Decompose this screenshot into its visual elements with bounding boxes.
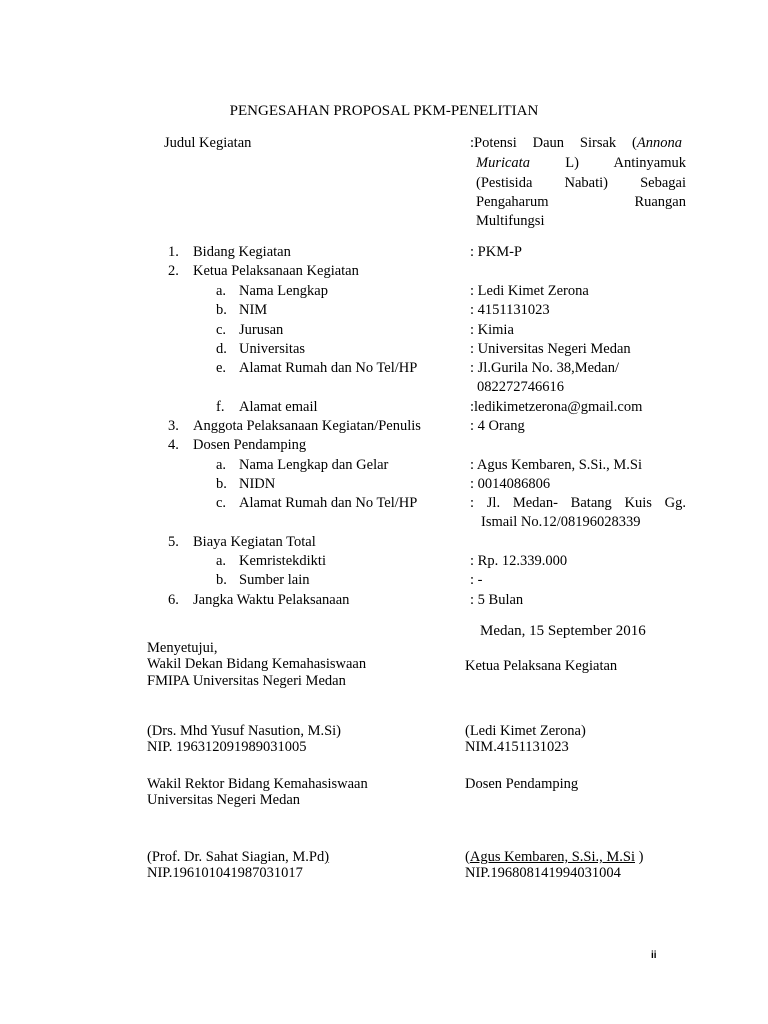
nidn-label: NIDN — [239, 476, 276, 492]
alamat-label: Alamat Rumah dan No Tel/HP — [239, 360, 418, 376]
alamat-value-line-1: : Jl.Gurila No. 38,Medan/ — [470, 360, 620, 376]
wadek-nip: NIP. 196312091989031005 — [147, 739, 307, 755]
warek-name: (Prof. Dr. Sahat Siagian, M.Pd) — [147, 849, 330, 865]
nim-value: : 4151131023 — [470, 302, 550, 318]
sub-letter: b. — [216, 476, 227, 492]
dosen-alamat-value-line-1: : Jl. Medan- Batang Kuis Gg. — [470, 495, 686, 511]
document-title: PENGESAHAN PROPOSAL PKM-PENELITIAN — [229, 103, 539, 119]
anggota-label: Anggota Pelaksanaan Kegiatan/Penulis — [193, 418, 421, 434]
judul-label: Judul Kegiatan — [164, 135, 252, 151]
judul-line-4: Pengaharum Ruangan — [476, 194, 686, 210]
wadek-title-line-1: Wakil Dekan Bidang Kemahasiswaan — [147, 656, 367, 672]
email-label: Alamat email — [239, 399, 318, 415]
judul-line-5: Multifungsi — [476, 213, 545, 229]
nim-label: NIM — [239, 302, 268, 318]
jurusan-label: Jurusan — [239, 322, 284, 338]
dosen-pendamping-title: Dosen Pendamping — [465, 776, 579, 792]
jurusan-value: : Kimia — [470, 322, 514, 338]
judul-line-2: Muricata L) Antinyamuk — [476, 155, 686, 171]
bidang-value: : PKM-P — [470, 244, 522, 260]
ketua-title: Ketua Pelaksana Kegiatan — [465, 658, 618, 674]
bidang-label: Bidang Kegiatan — [193, 244, 291, 260]
item-number: 4. — [168, 437, 179, 453]
universitas-label: Universitas — [239, 341, 306, 357]
jangka-label: Jangka Waktu Pelaksanaan — [193, 592, 350, 608]
warek-title-line-2: Universitas Negeri Medan — [147, 792, 301, 808]
dosen-alamat-label: Alamat Rumah dan No Tel/HP — [239, 495, 418, 511]
warek-nip: NIP.196101041987031017 — [147, 865, 303, 881]
sub-letter: b. — [216, 572, 227, 588]
nama-value: : Ledi Kimet Zerona — [470, 283, 589, 299]
kemristekdikti-label: Kemristekdikti — [239, 553, 326, 569]
dosen-nama-label: Nama Lengkap dan Gelar — [239, 457, 389, 473]
sumber-lain-label: Sumber lain — [239, 572, 310, 588]
item-number: 2. — [168, 263, 179, 279]
sub-letter: a. — [216, 457, 227, 473]
item-number: 5. — [168, 534, 179, 550]
dosen-nama-value: : Agus Kembaren, S.Si., M.Si — [470, 457, 642, 473]
universitas-value: : Universitas Negeri Medan — [470, 341, 631, 357]
sub-letter: b. — [216, 302, 227, 318]
kemristekdikti-value: : Rp. 12.339.000 — [470, 553, 568, 569]
ketua-nim: NIM.4151131023 — [465, 739, 569, 755]
sub-letter: d. — [216, 341, 227, 357]
jangka-value: : 5 Bulan — [470, 592, 524, 608]
signing-date: Medan, 15 September 2016 — [480, 623, 646, 639]
alamat-value-line-2: 082272746616 — [477, 379, 564, 395]
sub-letter: a. — [216, 283, 227, 299]
dosen-alamat-value-line-2: Ismail No.12/08196028339 — [481, 514, 641, 530]
sub-letter: e. — [216, 360, 227, 376]
sumber-lain-value: : - — [470, 572, 483, 588]
item-number: 3. — [168, 418, 179, 434]
ketua-name: (Ledi Kimet Zerona) — [465, 723, 586, 739]
wadek-name: (Drs. Mhd Yusuf Nasution, M.Si) — [147, 723, 342, 739]
anggota-value: : 4 Orang — [470, 418, 525, 434]
dosen-name: (Agus Kembaren, S.Si., M.Si ) — [465, 849, 644, 865]
wadek-title-line-2: FMIPA Universitas Negeri Medan — [147, 673, 346, 689]
approval-label: Menyetujui, — [147, 640, 218, 656]
sub-letter: a. — [216, 553, 227, 569]
item-number: 1. — [168, 244, 179, 260]
judul-line-3: (Pestisida Nabati) Sebagai — [476, 175, 686, 191]
dosen-label: Dosen Pendamping — [193, 437, 307, 453]
dosen-nip: NIP.196808141994031004 — [465, 865, 621, 881]
page-number: ii — [651, 950, 657, 961]
sub-letter: c. — [216, 495, 227, 511]
nidn-value: : 0014086806 — [470, 476, 551, 492]
item-number: 6. — [168, 592, 179, 608]
ketua-label: Ketua Pelaksanaan Kegiatan — [193, 263, 359, 279]
sub-letter: f. — [216, 399, 225, 415]
warek-title-line-1: Wakil Rektor Bidang Kemahasiswaan — [147, 776, 368, 792]
email-value: :ledikimetzerona@gmail.com — [470, 399, 643, 415]
judul-line-1: :Potensi Daun Sirsak (Annona — [470, 135, 682, 151]
sub-letter: c. — [216, 322, 227, 338]
biaya-label: Biaya Kegiatan Total — [193, 534, 316, 550]
nama-label: Nama Lengkap — [239, 283, 328, 299]
